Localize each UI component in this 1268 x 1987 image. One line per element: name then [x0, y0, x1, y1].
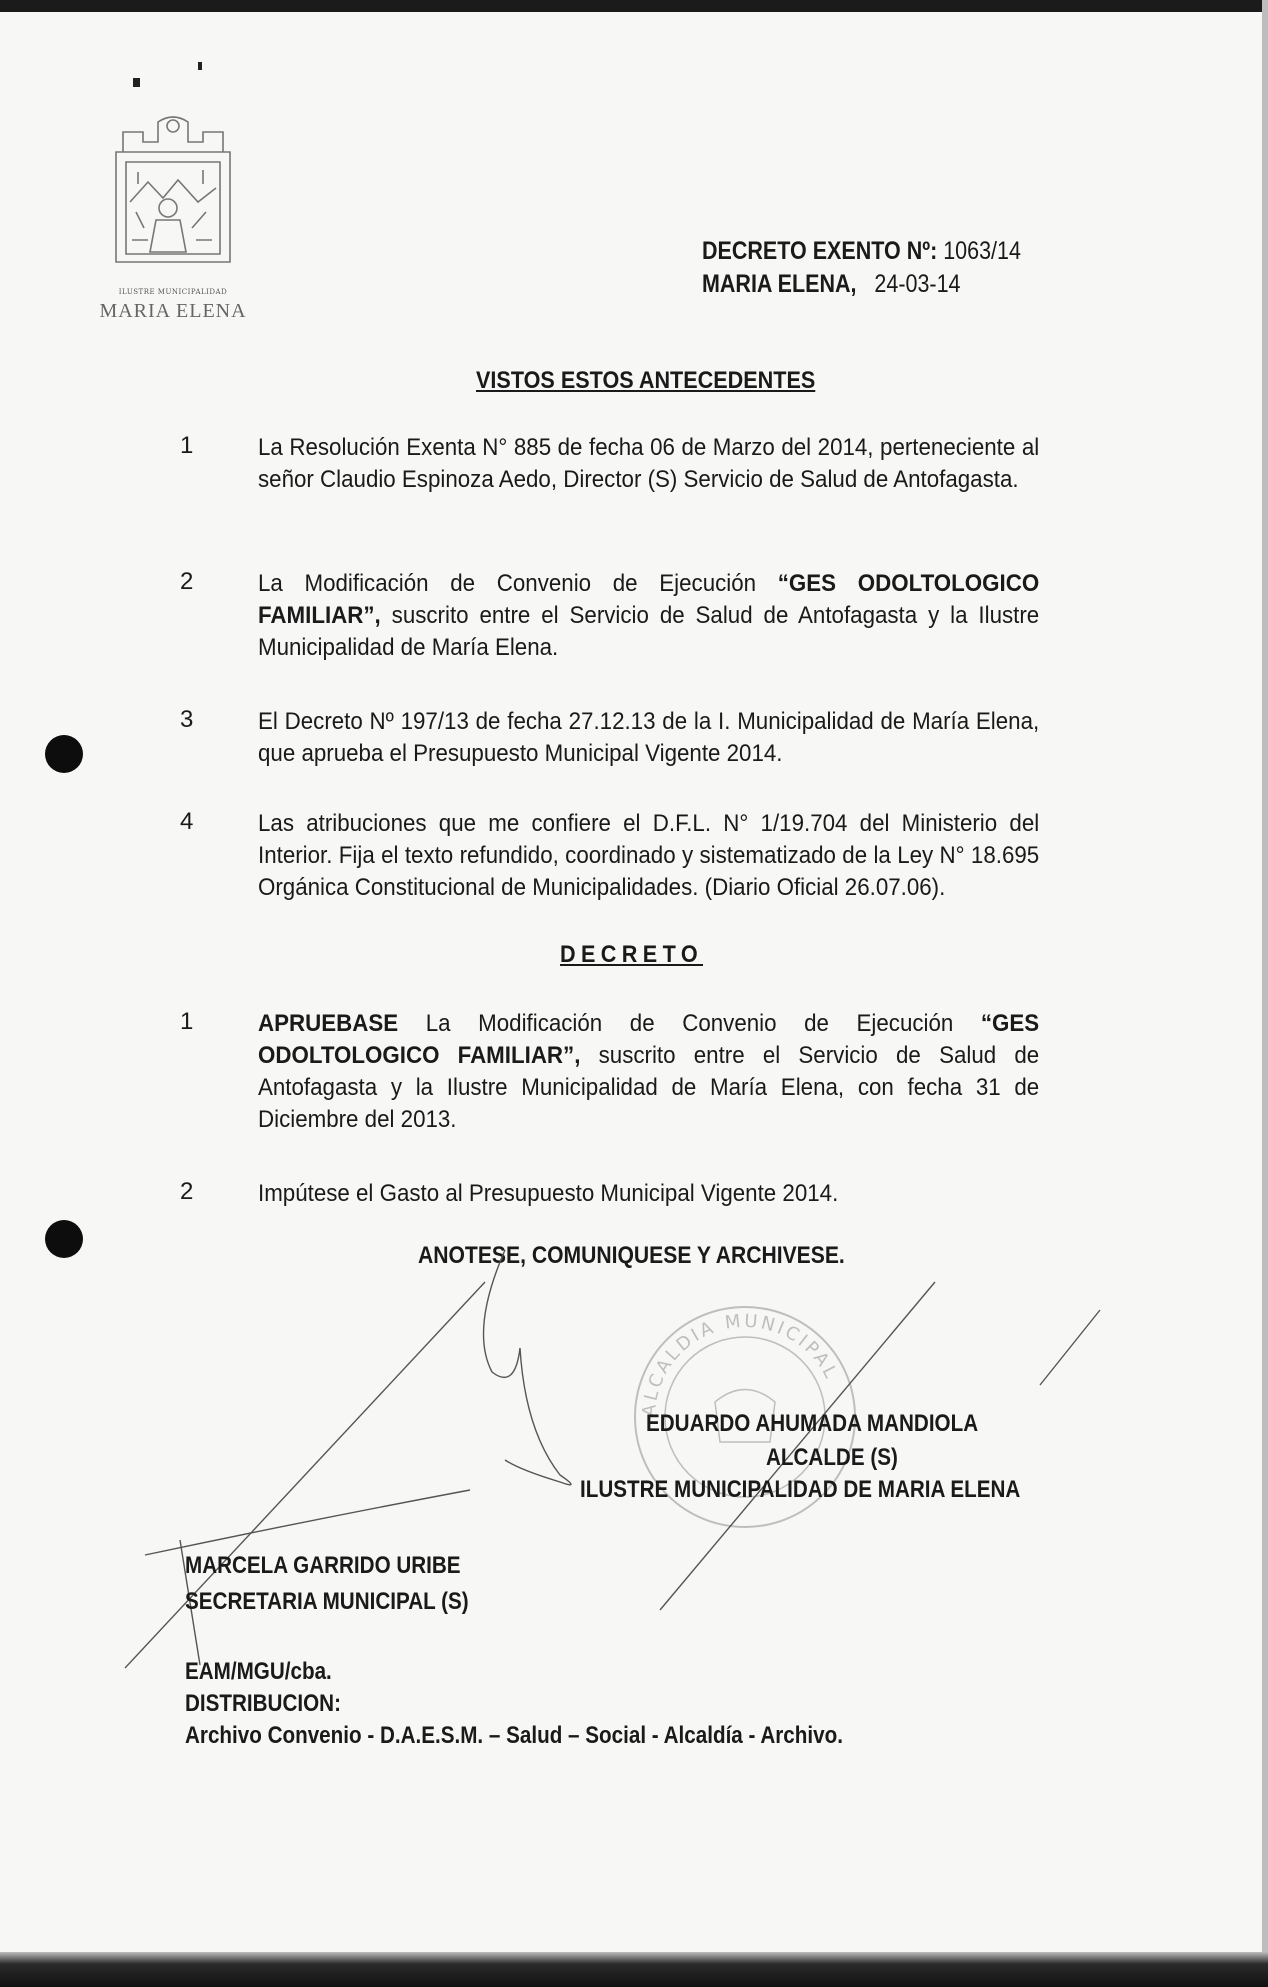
scan-border-right: [1262, 0, 1268, 1987]
decree-date: 24-03-14: [874, 270, 961, 298]
vistos-item-text-part: suscrito entre el Servicio de Salud de Antofagasta y la Ilustre Municipalidad de María Elena.: [258, 602, 1040, 661]
decree-label: DECRETO EXENTO Nº:: [702, 237, 938, 265]
place-date-line: [702, 270, 960, 299]
crest-caption: ILUSTRE MUNICIPALIDAD: [118, 288, 228, 296]
vistos-item-number: 3: [180, 706, 194, 733]
decreto-item-number: 1: [180, 1008, 194, 1035]
alcalde-name: EDUARDO AHUMADA MANDIOLA: [646, 1410, 979, 1437]
scan-speck: [198, 62, 202, 70]
distribution-list: Archivo Convenio - D.A.E.S.M. – Salud – Social - Alcaldía - Archivo.: [185, 1722, 843, 1749]
decree-number-line: [702, 237, 1021, 266]
decreto-item-number: 2: [180, 1178, 194, 1205]
decreto-item-text-part: suscrito entre el Servicio de Salud de Antofagasta y la Ilustre Municipalidad de María Elena, con fecha 31 de Diciembre del 2013.: [258, 1042, 1040, 1133]
apruebase-keyword: APRUEBASE: [258, 1010, 399, 1037]
decreto-item-text-part: La Modificación de Convenio de Ejecución: [398, 1010, 981, 1037]
scan-speck: [133, 78, 140, 87]
convenio-name: “GES ODOLTOLOGICO FAMILIAR”,: [258, 570, 1040, 629]
vistos-title: VISTOS ESTOS ANTECEDENTES: [476, 367, 816, 394]
vistos-item-number: 4: [180, 808, 194, 835]
secretaria-name: MARCELA GARRIDO URIBE: [185, 1552, 461, 1579]
punch-hole: [45, 1220, 83, 1258]
alcalde-title: ALCALDE (S): [766, 1444, 898, 1471]
scan-border-top: [0, 0, 1268, 12]
vistos-item-text-part: La Modificación de Convenio de Ejecución: [258, 570, 778, 597]
vistos-item-text: [258, 568, 1039, 664]
decree-number: 1063/14: [943, 237, 1021, 265]
municipal-crest-logo: [108, 112, 238, 287]
vistos-item-text: Las atribuciones que me confiere el D.F.L. N° 1/19.704 del Ministerio del Interior. Fija el texto refundido, coordinado y sistematizado de la Ley N° 18.695 Orgánica Constitucional de Municipalidades. (Diario Oficial 26.07.06).: [258, 810, 1040, 901]
distribution-label: DISTRIBUCION:: [185, 1690, 341, 1717]
decreto-title: DECRETO: [560, 941, 704, 968]
vistos-item-text: La Resolución Exenta N° 885 de fecha 06 de Marzo del 2014, perteneciente al señor Claudio Espinoza Aedo, Director (S) Servicio de Salud de Antofagasta.: [258, 434, 1040, 493]
decreto-item-text: [258, 1008, 1039, 1136]
secretaria-title: SECRETARIA MUNICIPAL (S): [185, 1588, 469, 1615]
decreto-item-text: Impútese el Gasto al Presupuesto Municipal Vigente 2014.: [258, 1180, 839, 1207]
scan-border-bottom: [0, 1952, 1268, 1987]
convenio-name: “GES ODOLTOLOGICO FAMILIAR”,: [258, 1010, 1040, 1069]
reference-initials: EAM/MGU/cba.: [185, 1658, 332, 1685]
punch-hole: [45, 735, 83, 773]
closing-formula: ANOTESE, COMUNIQUESE Y ARCHIVESE.: [418, 1242, 845, 1269]
alcalde-institution: ILUSTRE MUNICIPALIDAD DE MARIA ELENA: [580, 1476, 1021, 1503]
vistos-item-number: 2: [180, 568, 194, 595]
crest-municipality-name: MARIA ELENA: [99, 300, 247, 322]
vistos-item-text: El Decreto Nº 197/13 de fecha 27.12.13 de la I. Municipalidad de María Elena, que aprueba el Presupuesto Municipal Vigente 2014.: [258, 708, 1040, 767]
vistos-item-number: 1: [180, 432, 194, 459]
svg-text:ALCALDIA MUNICIPAL: ALCALDIA MUNICIPAL: [638, 1310, 843, 1418]
place-label: MARIA ELENA,: [702, 270, 857, 298]
